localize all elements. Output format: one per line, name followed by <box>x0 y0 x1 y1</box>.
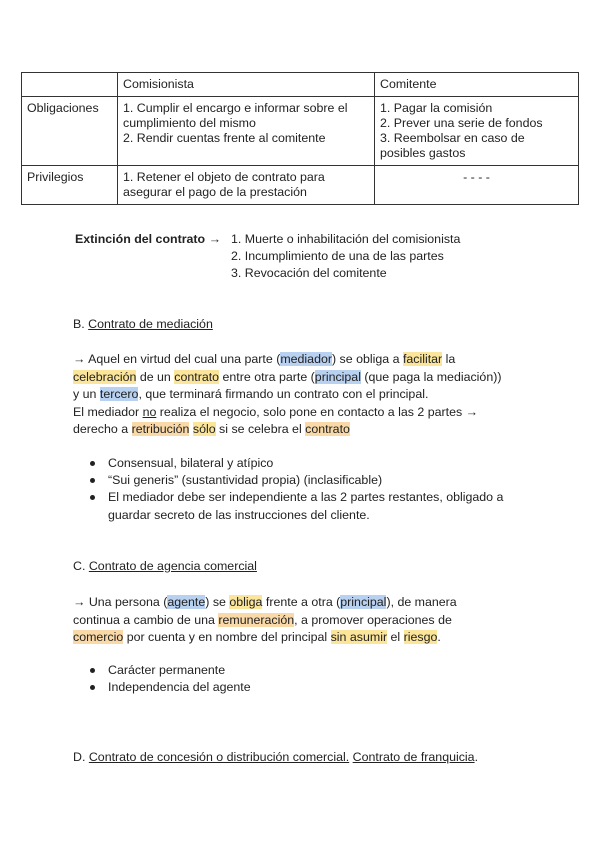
section-b-bullets <box>88 455 503 524</box>
list-item: 2. Incumplimiento de una de las partes <box>231 249 444 263</box>
list-item-continuation: guardar secreto de las instrucciones del cliente. <box>108 507 370 522</box>
table-header-cell: Comisionista <box>118 73 375 97</box>
row-label: Privilegios <box>22 166 118 205</box>
cell-line: 1. Retener el objeto de contrato para <box>123 170 325 184</box>
extincion-block <box>75 231 461 280</box>
cell-line: 2. Rendir cuentas frente al comitente <box>123 131 326 145</box>
section-c-bullets <box>88 662 251 696</box>
section-heading: Contrato de mediación <box>88 317 213 331</box>
list-item: Carácter permanente <box>88 662 251 679</box>
text-line: y un tercero, que terminará firmando un contrato con el principal. <box>73 387 429 402</box>
section-heading: Contrato de agencia comercial <box>88 559 257 573</box>
cell-line: 1. Cumplir el encargo e informar sobre el <box>123 101 348 115</box>
list-item: El mediador debe ser independiente a las 2 partes restantes, obligado a <box>88 489 503 506</box>
table-cell <box>375 97 579 166</box>
section-letter: B. <box>73 317 85 331</box>
list-item: 3. Revocación del comitente <box>231 266 387 280</box>
list-item: Independencia del agente <box>88 679 251 696</box>
cell-line: 1. Pagar la comisión <box>380 101 493 115</box>
text-line: continua a cambio de una remuneración, a promover operaciones de <box>73 612 452 627</box>
section-d-title <box>73 750 478 764</box>
cell-line: - - - - <box>463 170 490 184</box>
table-row <box>22 97 579 166</box>
extincion-label: Extinción del contrato <box>75 232 206 246</box>
extincion-arrow: → <box>205 232 221 246</box>
table-cell <box>118 97 375 166</box>
text-line: → Aquel en virtud del cual una parte (mediador) se obliga a facilitar la <box>73 352 456 366</box>
cell-line: asegurar el pago de la prestación <box>123 185 307 199</box>
text-line: derecho a retribución sólo si se celebra el contrato <box>73 422 350 437</box>
section-heading: Contrato de concesión o distribución comercial. <box>88 750 350 764</box>
row-label: Obligaciones <box>22 97 118 166</box>
table-cell <box>375 166 579 205</box>
section-c-paragraph <box>73 594 457 647</box>
section-c-title <box>73 559 257 573</box>
cell-line: 2. Prever una serie de fondos <box>380 116 543 130</box>
extincion-list <box>231 231 460 282</box>
table-header-row <box>22 73 579 97</box>
table-cell <box>118 166 375 205</box>
text-line: → Una persona (agente) se obliga frente a otra (principal), de manera <box>73 595 457 609</box>
cell-line: posibles gastos <box>380 146 466 160</box>
cell-line: 3. Reembolsar en caso de <box>380 131 525 145</box>
table-header-cell <box>22 73 118 97</box>
section-b-title <box>73 317 213 331</box>
cell-line: cumplimiento del mismo <box>123 116 256 130</box>
list-item: 1. Muerte o inhabilitación del comisionista <box>231 232 461 246</box>
table-header-cell: Comitente <box>375 73 579 97</box>
section-end: . <box>474 750 479 764</box>
text-line: El mediador no realiza el negocio, solo pone en contacto a las 2 partes → <box>73 404 479 419</box>
section-letter: D. <box>73 750 86 764</box>
list-item: “Sui generis” (sustantividad propia) (inclasificable) <box>88 472 503 489</box>
list-item: Consensual, bilateral y atípico <box>88 455 503 472</box>
section-letter: C. <box>73 559 86 573</box>
comision-table <box>21 72 579 205</box>
section-heading: Contrato de franquicia <box>352 750 475 764</box>
table-row <box>22 166 579 205</box>
text-line: celebración de un contrato entre otra parte (principal (que paga la mediación)) <box>73 369 502 384</box>
section-b-paragraph <box>73 351 501 439</box>
text-line: comercio por cuenta y en nombre del principal sin asumir el riesgo. <box>73 630 441 645</box>
